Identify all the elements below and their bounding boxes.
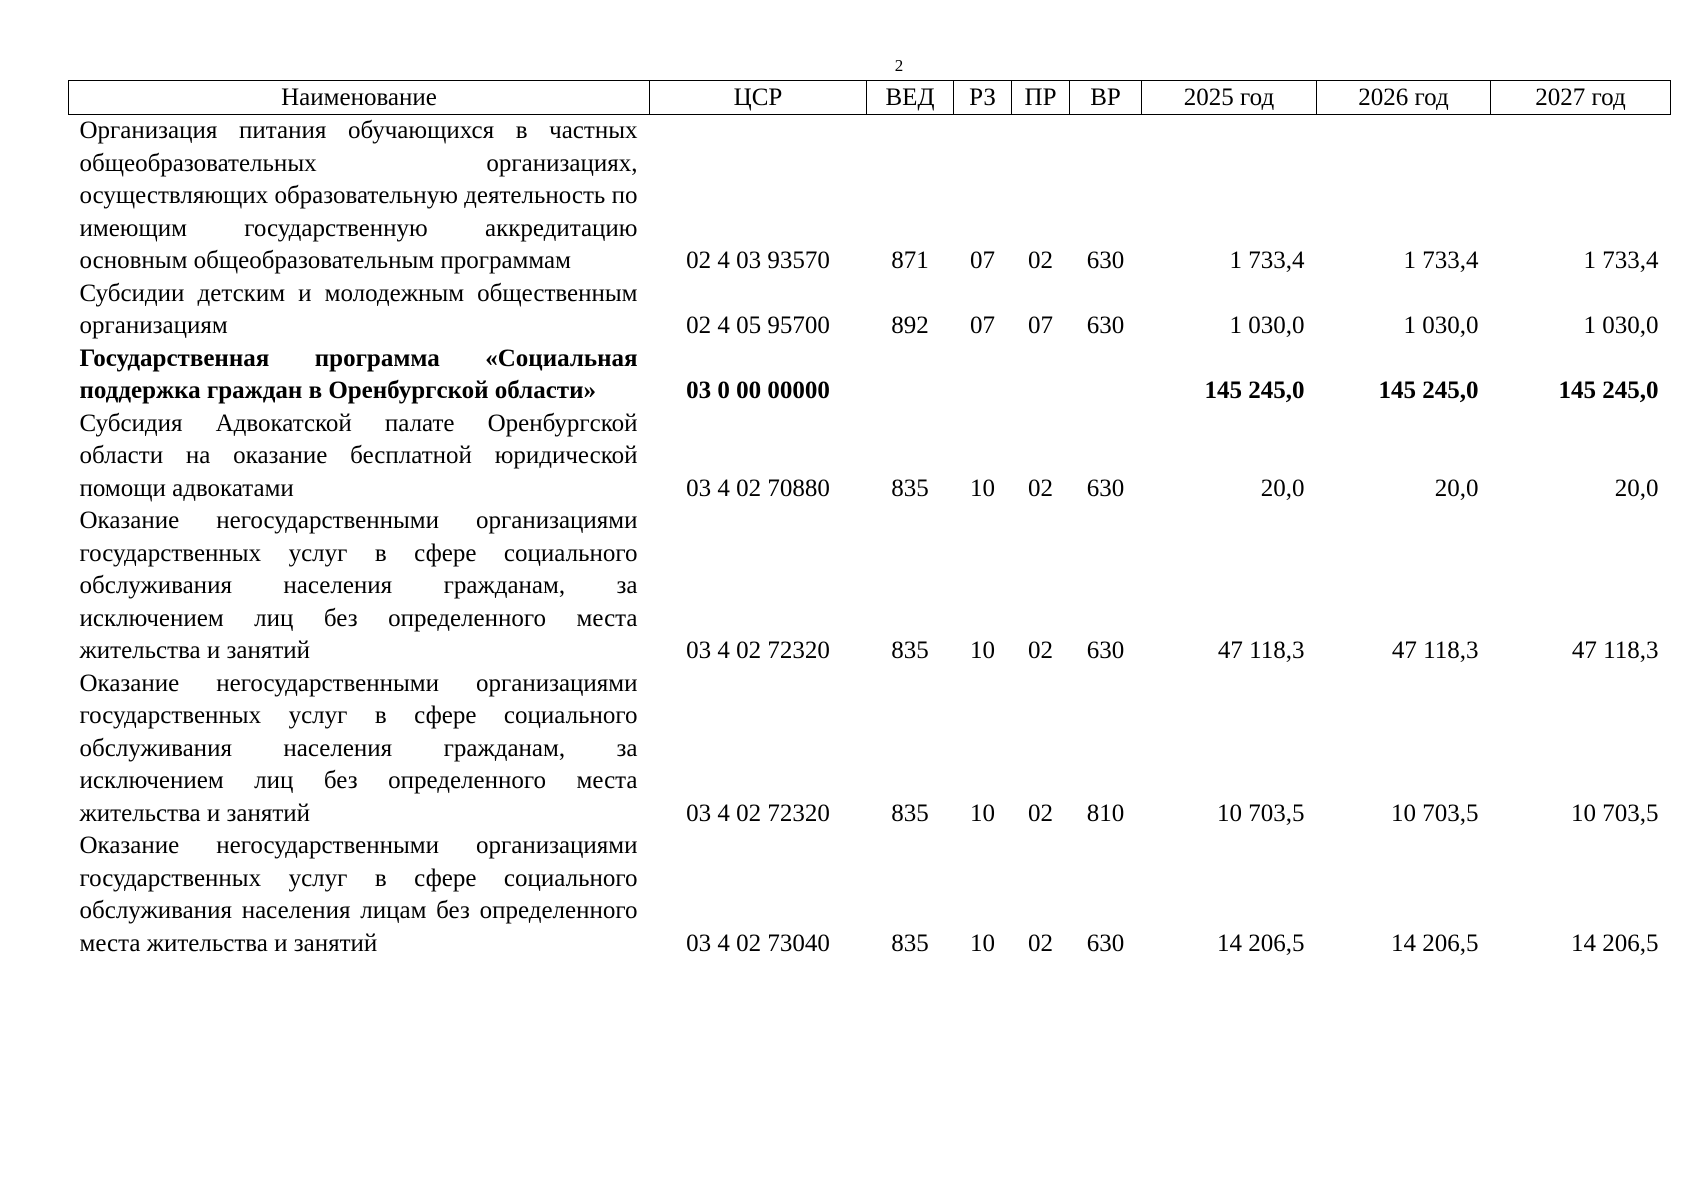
row-value-2025: 10 703,5: [1217, 799, 1305, 827]
row-value-2025: 145 245,0: [1204, 377, 1305, 404]
row-rz: 10: [970, 474, 995, 502]
header-name: Наименование: [69, 81, 650, 115]
row-value-2027: 47 118,3: [1571, 637, 1659, 664]
row-name: Субсидия Адвокатской палате Оренбургской области на оказание бесплатной юридической помощи адвокатами: [79, 409, 638, 502]
row-vr: 810: [1086, 799, 1125, 827]
row-name: Оказание негосударственными организациями государственных услуг в сфере социального обслуживания населения гражданам, за исключением лиц без определенного места жительства и занятий: [79, 669, 638, 827]
row-value-2026: 1 030,0: [1403, 312, 1479, 339]
row-value-2025: 1 733,4: [1229, 247, 1305, 274]
row-pr: 02: [1028, 637, 1053, 664]
row-value-2025: 14 206,5: [1217, 929, 1305, 957]
row-pr: 02: [1028, 799, 1053, 827]
row-vr: 630: [1086, 474, 1125, 502]
table-body: [69, 115, 1671, 961]
header-pr: ПР: [1012, 81, 1070, 115]
header-year-2027: 2027 год: [1491, 81, 1671, 115]
row-rz: 07: [970, 247, 995, 274]
table-row: [69, 343, 1671, 408]
row-vr: 630: [1086, 247, 1125, 274]
table-row: [69, 115, 1671, 278]
row-csr: 03 4 02 70880: [686, 474, 830, 502]
row-ved: 892: [891, 312, 929, 339]
row-vr: 630: [1086, 637, 1125, 664]
row-csr: 02 4 05 95700: [686, 312, 830, 339]
row-ved: [867, 343, 954, 408]
row-value-2026: 14 206,5: [1391, 929, 1479, 957]
row-value-2027: 20,0: [1614, 474, 1659, 502]
row-name: Организация питания обучающихся в частных общеобразовательных организациях, осуществляющих образовательную деятельность по имеющим государственную аккредитацию основным общеобразовательным программам: [79, 117, 638, 274]
row-ved: 835: [891, 474, 929, 502]
row-rz: 07: [970, 312, 995, 339]
row-value-2026: 145 245,0: [1378, 377, 1479, 404]
row-csr: 02 4 03 93570: [686, 247, 830, 274]
row-rz: 10: [970, 637, 995, 664]
row-value-2027: 10 703,5: [1571, 799, 1659, 827]
row-vr: 630: [1086, 312, 1125, 339]
row-ved: 871: [891, 247, 929, 274]
header-year-2026: 2026 год: [1317, 81, 1491, 115]
row-ved: 835: [891, 799, 929, 827]
table-row: [69, 505, 1671, 668]
row-csr: 03 4 02 73040: [686, 929, 830, 957]
table-row: [69, 830, 1671, 960]
table-row: [69, 278, 1671, 343]
header-csr: ЦСР: [650, 81, 867, 115]
row-ved: 835: [891, 637, 929, 664]
row-value-2026: 1 733,4: [1403, 247, 1479, 274]
row-value-2025: 1 030,0: [1229, 312, 1305, 339]
row-csr: 03 4 02 72320: [686, 799, 830, 827]
row-name: Субсидии детским и молодежным общественным организациям: [79, 279, 638, 339]
row-rz: [954, 343, 1012, 408]
row-pr: 02: [1028, 474, 1053, 502]
row-value-2025: 47 118,3: [1217, 637, 1305, 664]
row-value-2027: 145 245,0: [1558, 377, 1659, 404]
row-value-2027: 14 206,5: [1571, 929, 1659, 957]
row-csr: 03 4 02 72320: [686, 637, 830, 664]
row-pr: [1012, 343, 1070, 408]
row-name: Государственная программа «Социальная поддержка граждан в Оренбургской области»: [79, 344, 638, 404]
row-pr: 02: [1028, 247, 1053, 274]
row-vr: [1070, 343, 1142, 408]
row-ved: 835: [891, 929, 929, 957]
row-rz: 10: [970, 929, 995, 957]
row-csr: 03 0 00 00000: [686, 377, 830, 404]
header-rz: РЗ: [954, 81, 1012, 115]
row-value-2027: 1 733,4: [1583, 247, 1659, 274]
row-pr: 02: [1028, 929, 1053, 957]
row-name: Оказание негосударственными организациями государственных услуг в сфере социального обслуживания населения лицам без определенного места жительства и занятий: [79, 832, 638, 957]
row-value-2027: 1 030,0: [1583, 312, 1659, 339]
row-vr: 630: [1086, 929, 1125, 957]
table-row: [69, 668, 1671, 831]
header-year-2025: 2025 год: [1142, 81, 1317, 115]
table-row: [69, 408, 1671, 506]
row-rz: 10: [970, 799, 995, 827]
row-value-2026: 20,0: [1434, 474, 1479, 502]
header-vr: ВР: [1070, 81, 1142, 115]
table-header-row: [69, 81, 1671, 115]
row-name: Оказание негосударственными организациями государственных услуг в сфере социального обслуживания населения гражданам, за исключением лиц без определенного места жительства и занятий: [79, 507, 638, 664]
row-value-2025: 20,0: [1260, 474, 1305, 502]
header-ved: ВЕД: [867, 81, 954, 115]
row-value-2026: 47 118,3: [1391, 637, 1479, 664]
row-value-2026: 10 703,5: [1391, 799, 1479, 827]
budget-table: [68, 80, 1671, 960]
page-number: 2: [894, 56, 904, 75]
row-pr: 07: [1028, 312, 1053, 339]
